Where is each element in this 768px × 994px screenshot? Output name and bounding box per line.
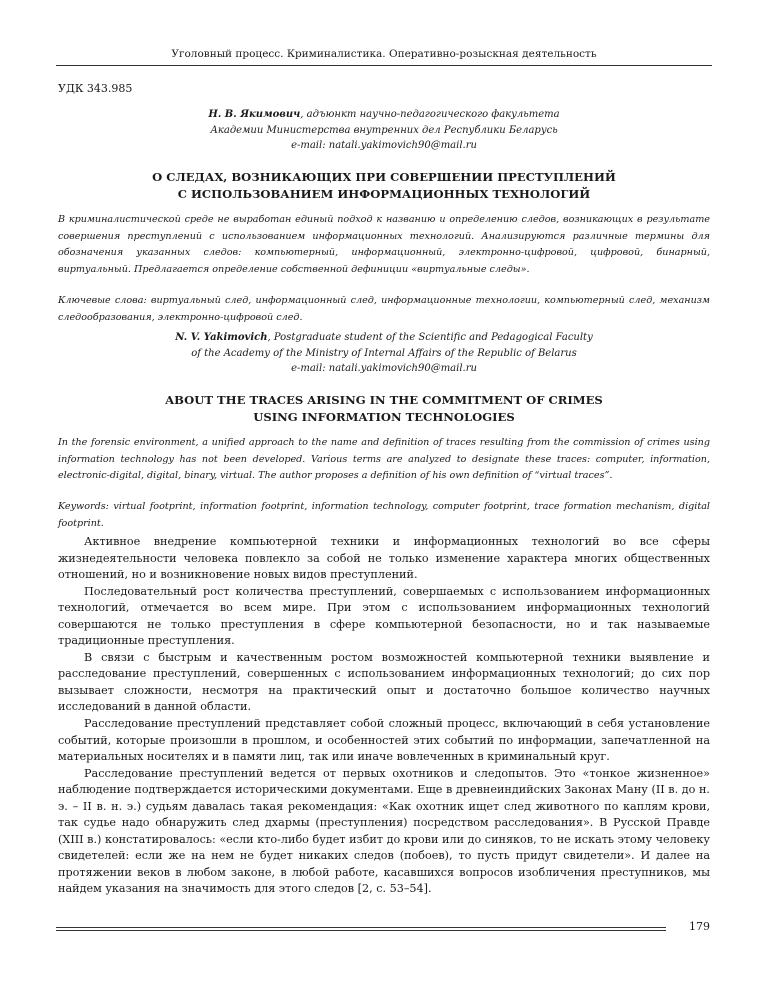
- author-email-ru: e-mail: natali.yakimovich90@mail.ru: [291, 140, 477, 151]
- author-position-ru: , адъюнкт научно-педагогического факультета: [300, 109, 560, 120]
- page-number: 179: [683, 920, 710, 934]
- running-head: Уголовный процесс. Криминалистика. Оперативно-розыскная деятельность: [171, 48, 597, 60]
- author-info-ru: [58, 107, 710, 154]
- title-en-line-1: ABOUT THE TRACES ARISING IN THE COMMITMENT OF CRIMES: [165, 393, 603, 407]
- body-paragraph-4: Расследование преступлений представляет собой сложный процесс, включающий в себя установление событий, которые произошли в прошлом, и особенностей этих событий по информации, запечатленной на материальных носителях и в памяти лиц, так или иначе вовлеченных в криминальный круг.: [58, 717, 710, 764]
- abstract-ru: В криминалистической среде не выработан единый подход к названию и определению следов, возникающих в результате совершения преступлений с использованием информационных технологий. Анализируются различные термины для обозначения указанных следов: компьютерный, информационный, электронно-цифровой, цифровой, бинарный, виртуальный. Предлагается определение собственной дефиниции «виртуальные следы».: [58, 214, 710, 275]
- footer-rule-bottom: [56, 930, 666, 931]
- keywords-ru: Ключевые слова: виртуальный след, информационный след, информационные технологии, компьютерный след, механизм следообразования, электронно-цифровой след.: [58, 295, 710, 323]
- author-email-en: e-mail: natali.yakimovich90@mail.ru: [291, 363, 477, 374]
- author-affiliation-ru: Академии Министерства внутренних дел Республики Беларусь: [210, 124, 558, 136]
- body-paragraph-5: Расследование преступлений ведется от первых охотников и следопытов. Это «тонкое жизненное» наблюдение подтверждается историческими документами. Еще в древнеиндийских Законах Ману (II в. до н. э. – II в. н. э.) судьям давалась такая рекомендация: «Как охотник ищет след животного по каплям крови, так судье надо обнаружить след дхармы (преступления) посредством расследования». В Русской Правде (XIII в.) констатировалось: «если кто-либо будет избит до крови или до синяков, то не искать этому человеку свидетелей: если же на нем не будет никаких следов (побоев), то пусть придут свидетели». И далее на протяжении веков в любом законе, в любой работе, касавшихся вопросов изобличения преступников, мы найдем указания на значимость для этого следов [2, с. 53–54].: [58, 766, 710, 896]
- author-info-en: [58, 330, 710, 377]
- article-title-ru: [58, 169, 710, 202]
- udk-code: УДК 343.985: [58, 82, 133, 95]
- abstract-en: In the forensic environment, a unified approach to the name and definition of traces resulting from the commission of crimes using information technology has not been developed. Various terms are analyzed to designate these traces: computer, information, electronic-digital, digital, binary, virtual. The author proposes a definition of his own definition of “virtual traces”.: [58, 437, 710, 481]
- keywords-en: Keywords: virtual footprint, information footprint, information technology, computer footprint, trace formation mechanism, digital footprint.: [58, 501, 710, 529]
- title-ru-line-2: С ИСПОЛЬЗОВАНИЕМ ИНФОРМАЦИОННЫХ ТЕХНОЛОГИЙ: [177, 186, 591, 201]
- header-rule: [56, 65, 712, 66]
- author-affiliation-en: of the Academy of the Ministry of Internal Affairs of the Republic of Belarus: [191, 347, 577, 359]
- author-name-en: N. V. Yakimovich: [175, 332, 268, 343]
- body-paragraph-2: Последовательный рост количества преступлений, совершаемых с использованием информационных технологий, отмечается во всем мире. При этом с использованием информационных технологий совершаются не только преступления в сфере компьютерной безопасности, но и так называемые традиционные преступления.: [58, 584, 710, 648]
- author-line-1-en: [58, 330, 710, 346]
- author-name-ru: Н. В. Якимович: [208, 109, 301, 120]
- author-line-1: [58, 107, 710, 123]
- footer-rule-top: [56, 927, 666, 928]
- title-ru-line-1: О СЛЕДАХ, ВОЗНИКАЮЩИХ ПРИ СОВЕРШЕНИИ ПРЕСТУПЛЕНИЙ: [152, 170, 616, 184]
- article-body: [58, 534, 710, 898]
- author-position-en: , Postgraduate student of the Scientific and Pedagogical Faculty: [267, 332, 593, 343]
- title-en-line-2: USING INFORMATION TECHNOLOGIES: [253, 409, 515, 424]
- body-paragraph-1: Активное внедрение компьютерной техники и информационных технологий во все сферы жизнедеятельности человека повлекло за собой не только изменение характера многих общественных отношений, но и возникновение новых видов преступлений.: [58, 535, 710, 582]
- body-paragraph-3: В связи с быстрым и качественным ростом возможностей компьютерной техники выявление и расследование преступлений, совершенных с использованием информационных технологий; до сих пор вызывает сложности, несмотря на практический опыт и достаточно большое количество научных исследований в данной области.: [58, 650, 710, 714]
- article-title-en: [58, 392, 710, 425]
